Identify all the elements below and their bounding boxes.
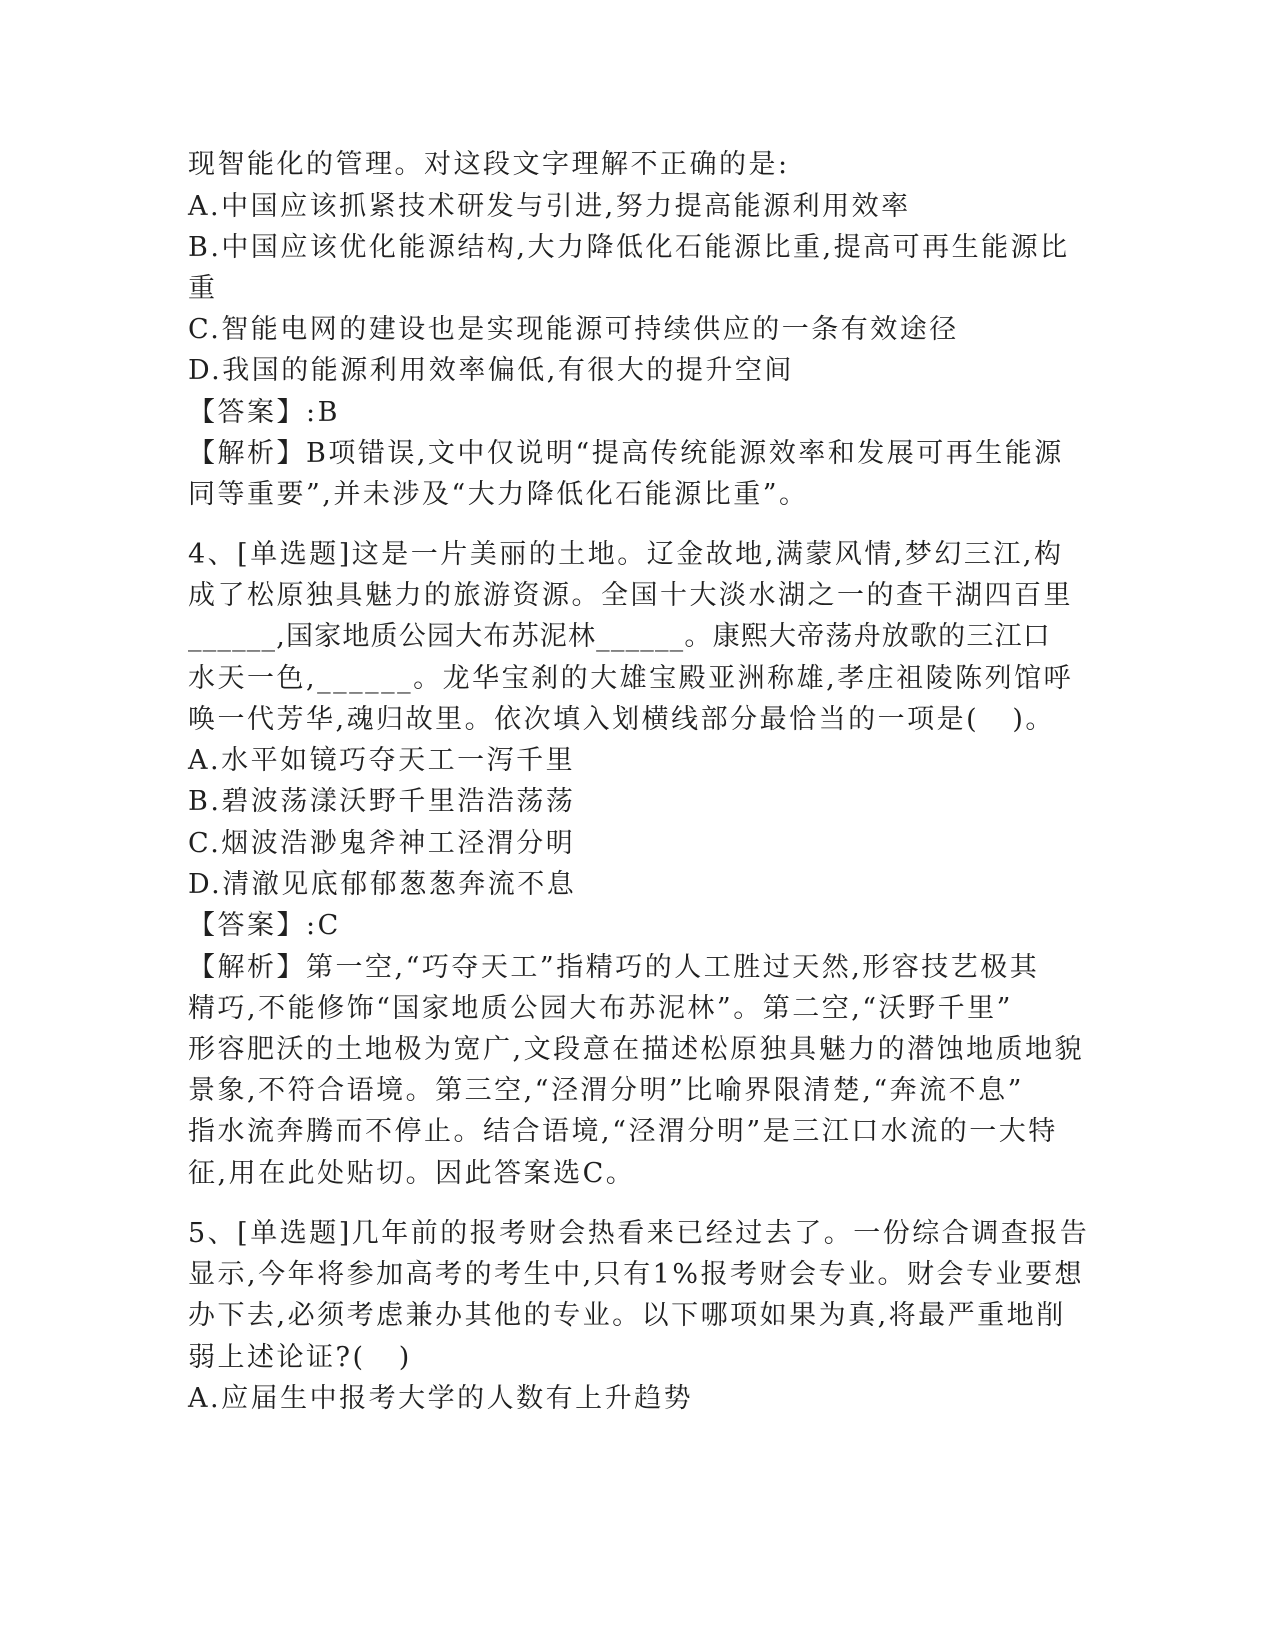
q3-option-b-line2: 重 [188, 273, 218, 304]
q5-stem-line3: 办下去,必须考虑兼办其他的专业。以下哪项如果为真,将最严重地削 [188, 1300, 1066, 1331]
q3-option-d: D.我国的能源利用效率偏低,有很大的提升空间 [188, 355, 794, 386]
q4-analysis-line5: 指水流奔腾而不停止。结合语境,“泾渭分明”是三江口水流的一大特 [188, 1116, 1058, 1147]
q4-stem-line1: 4、[单选题]这是一片美丽的土地。辽金故地,满蒙风情,梦幻三江,构 [188, 539, 1064, 570]
q4-option-a: A.水平如镜巧夺天工一泻千里 [188, 745, 576, 776]
q3-analysis-line1: 【解析】B项错误,文中仅说明“提高传统能源效率和发展可再生能源 [188, 438, 1064, 469]
q3-analysis-line2: 同等重要”,并未涉及“大力降低化石能源比重”。 [188, 479, 809, 510]
q4-analysis-line1: 【解析】第一空,“巧夺天工”指精巧的人工胜过天然,形容技艺极其 [188, 952, 1040, 983]
q3-stem-tail: 现智能化的管理。对这段文字理解不正确的是: [188, 149, 790, 180]
q4-stem-line4: 水天一色,______。龙华宝刹的大雄宝殿亚洲称雄,孝庄祖陵陈列馆呼 [188, 663, 1074, 694]
q5-option-a: A.应届生中报考大学的人数有上升趋势 [188, 1383, 694, 1414]
q4-stem-line2: 成了松原独具魅力的旅游资源。全国十大淡水湖之一的查干湖四百里 [188, 580, 1073, 611]
q4-analysis-line2: 精巧,不能修饰“国家地质公园大布苏泥林”。第二空,“沃野千里” [188, 993, 1013, 1024]
q4-stem-line3: ______,国家地质公园大布苏泥林______。康熙大帝荡舟放歌的三江口 [188, 621, 1051, 652]
q4-analysis-line3: 形容肥沃的土地极为宽广,文段意在描述松原独具魅力的潜蚀地质地貌 [188, 1034, 1085, 1065]
q4-answer: 【答案】:C [188, 910, 341, 941]
q5-stem-line2: 显示,今年将参加高考的考生中,只有1%报考财会专业。财会专业要想 [188, 1259, 1084, 1290]
q3-answer: 【答案】:B [188, 397, 340, 428]
q4-analysis-line4: 景象,不符合语境。第三空,“泾渭分明”比喻界限清楚,“奔流不息” [188, 1075, 1024, 1106]
q3-option-c: C.智能电网的建设也是实现能源可持续供应的一条有效途径 [188, 314, 959, 345]
q5-stem-line1: 5、[单选题]几年前的报考财会热看来已经过去了。一份综合调查报告 [188, 1218, 1090, 1249]
q4-option-d: D.清澈见底郁郁葱葱奔流不息 [188, 869, 577, 900]
q4-stem-line5: 唤一代芳华,魂归故里。依次填入划横线部分最恰当的一项是( )。 [188, 704, 1055, 735]
q3-option-a: A.中国应该抓紧技术研发与引进,努力提高能源利用效率 [188, 191, 911, 222]
q4-option-c: C.烟波浩渺鬼斧神工泾渭分明 [188, 828, 576, 859]
q3-option-b-line1: B.中国应该优化能源结构,大力降低化石能源比重,提高可再生能源比 [188, 232, 1070, 263]
q4-analysis-line6: 征,用在此处贴切。因此答案选C。 [188, 1158, 636, 1189]
q4-option-b: B.碧波荡漾沃野千里浩浩荡荡 [188, 786, 576, 817]
q5-stem-line4: 弱上述论证?( ) [188, 1342, 412, 1373]
